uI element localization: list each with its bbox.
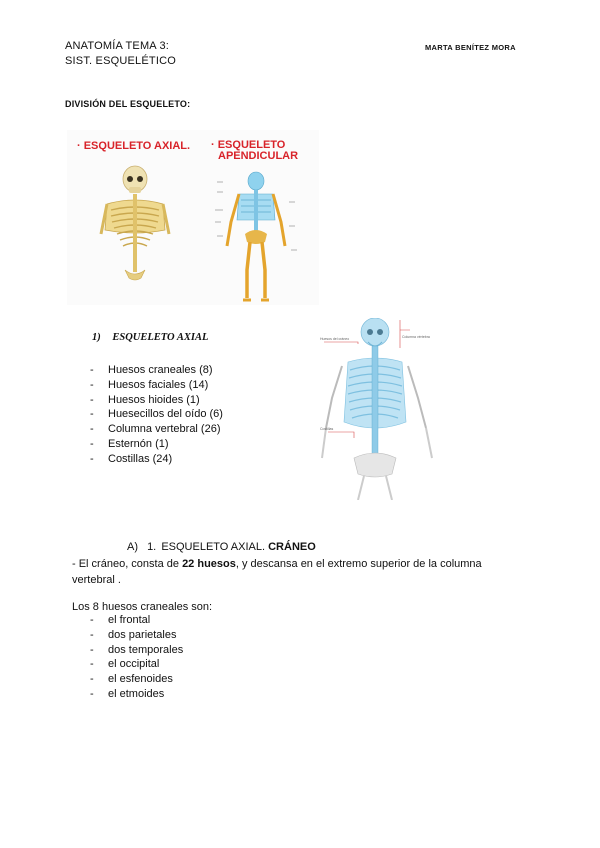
label-costillas: Costillas [320,427,334,431]
list-item [90,407,290,422]
label-craneo: Huesos del cráneo [320,337,350,341]
doc-title-line2: SIST. ESQUELÉTICO [65,55,176,67]
axial-bones-list [90,363,290,467]
skeleton-drawings [67,130,319,305]
list-item [90,422,290,437]
list-item [90,452,290,467]
list-item [90,643,290,658]
list-dash: - [90,423,94,436]
craneales-list [90,613,290,702]
list-item-text: Huesos faciales (14) [108,378,209,391]
list-item [90,378,290,393]
list-item [90,393,290,408]
list-dash: - [90,364,94,376]
list-item [90,687,290,702]
list-item-text: Esternón (1) [108,437,169,450]
axial-skeleton-detail-drawing [318,318,452,500]
list-dash: - [90,658,94,671]
section-title: DIVISIÓN DEL ESQUELETO: [65,99,191,109]
list-dash: - [90,628,94,641]
list-item-text: Columna vertebral (26) [108,423,221,436]
list-item [90,437,290,452]
list-dash: - [90,408,94,421]
list-item [90,613,290,628]
skeleton-division-figure [67,130,319,305]
axial-skeleton-drawing [101,166,169,280]
list-dash: - [90,614,94,626]
list-item [90,363,290,378]
list-dash: - [90,452,94,465]
list-item-text: el occipital [108,658,160,671]
list-item-text: el frontal [108,614,151,626]
label-columna: Columna vértebra [402,335,430,339]
cranium-paragraph: - El cráneo, consta de 22 huesos, y descansa en el extremo superior de la columna vertebral . [72,558,482,586]
list-item-text: Costillas (24) [108,452,173,465]
list-dash: - [90,687,94,700]
list-item-text: el etmoides [108,687,165,700]
list-dash: - [90,393,94,406]
figure-label-apendicular: · ESQUELETO APENDICULAR [211,139,299,162]
axial-skeleton-figure [318,318,452,500]
list-item-text: Huesos hioides (1) [108,393,200,406]
appendicular-skeleton-drawing [215,172,297,300]
axial-heading: 1) ESQUELETO AXIAL [92,332,209,343]
doc-author: MARTA BENÍTEZ MORA [425,43,516,52]
doc-title-line1: ANATOMÍA TEMA 3: [65,40,170,52]
list-dash: - [90,378,94,391]
list-item-text: dos parietales [108,628,177,641]
figure-label-axial: · ESQUELETO AXIAL. [77,140,191,152]
subsection-heading: A) 1. ESQUELETO AXIAL. CRÁNEO [127,541,316,553]
list-item [90,628,290,643]
list-dash: - [90,437,94,450]
list-item-text: Huesos craneales (8) [108,364,213,376]
list-dash: - [90,643,94,656]
list-item-text: Huesecillos del oído (6) [108,408,223,421]
list-item-text: el esfenoides [108,673,173,686]
craneales-intro: Los 8 huesos craneales son: [72,601,213,613]
list-item-text: dos temporales [108,643,184,656]
list-item [90,657,290,672]
list-item [90,672,290,687]
list-dash: - [90,673,94,686]
